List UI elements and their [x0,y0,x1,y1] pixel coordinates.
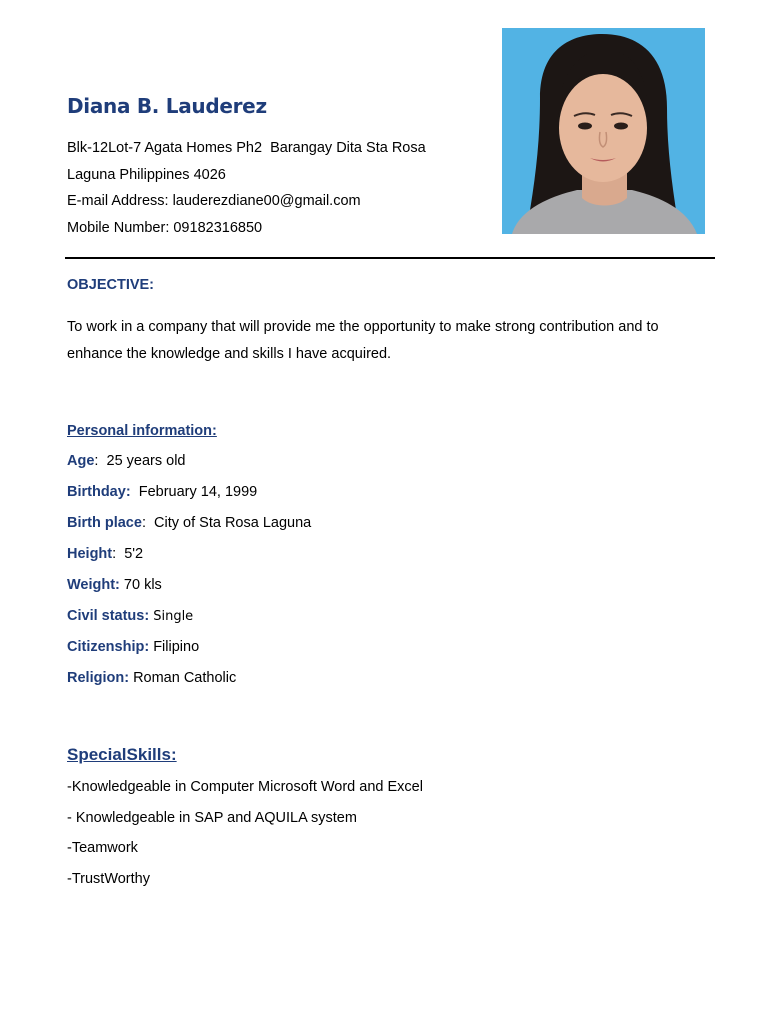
info-value: 70 kls [123,577,162,593]
special-skills-heading: SpecialSkills: [67,745,177,764]
info-value: 5'2 [124,546,144,562]
skill-item: - Knowledgeable in SAP and AQUILA system [67,809,357,826]
personal-info-heading: Personal information: [67,423,217,439]
info-label: Age [67,453,95,469]
skills-list [67,778,423,901]
info-sep: : [94,453,107,469]
contact-block [67,135,426,241]
info-sep: : [112,546,125,562]
skill-item: -Teamwork [67,840,138,857]
info-label: Birthday: [67,484,131,500]
info-label: Citizenship: [67,639,150,655]
skill-item: -TrustWorthy [67,871,150,888]
info-row-height [67,545,311,576]
email-line: E-mail Address: lauderezdiane00@gmail.com [67,193,361,209]
info-row-citizenship [67,638,311,669]
applicant-name: Diana B. Lauderez [67,94,267,118]
info-label: Birth place [67,515,142,531]
info-row-religion [67,669,311,700]
info-label: Religion: [67,670,130,686]
info-row-age [67,452,311,483]
skill-item: -Knowledgeable in Computer Microsoft Word and Excel [67,779,423,795]
address-line-1: Blk-12Lot-7 Agata Homes Ph2 Barangay Dita Sta Rosa [67,140,426,156]
info-value: February 14, 1999 [138,484,258,500]
info-row-civil-status [67,607,311,638]
objective-text: To work in a company that will provide me the opportunity to make strong contribution and to enhance the knowledge and skills I have acquired. [67,319,659,362]
info-label: Height [67,546,113,562]
info-label: Civil status: [67,608,150,624]
info-sep: : [141,515,155,531]
info-value: Single [153,609,194,624]
info-row-birth-place [67,514,311,545]
header-divider [65,257,715,259]
info-row-weight [67,576,311,607]
info-value: Filipino [153,639,200,655]
info-label: Weight: [67,577,120,593]
info-value: Roman Catholic [133,670,237,686]
address-line-2: Laguna Philippines 4026 [67,166,226,183]
objective-heading: OBJECTIVE: [67,277,155,293]
applicant-photo [502,28,705,234]
mobile-line: Mobile Number: 09182316850 [67,219,263,236]
info-sep [131,484,139,500]
info-value: City of Sta Rosa Laguna [154,515,312,531]
info-row-birthday [67,483,311,514]
info-value: 25 years old [106,453,186,469]
personal-info-list [67,452,311,700]
